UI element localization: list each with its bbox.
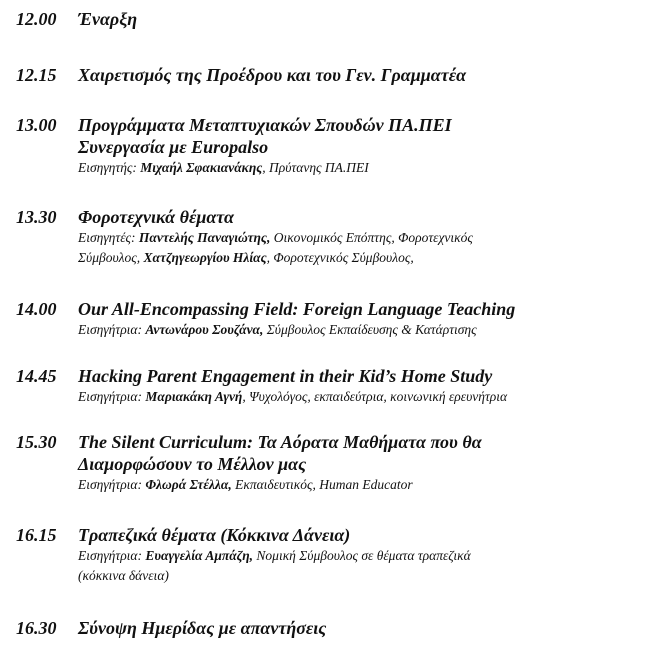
speaker-line	[78, 546, 667, 566]
speaker-line	[78, 387, 667, 407]
agenda-item	[16, 8, 667, 30]
speaker-label: Εισηγητές:	[78, 230, 139, 245]
agenda-item	[16, 298, 667, 340]
agenda-title-line: Φοροτεχνικά θέματα	[78, 207, 234, 227]
agenda-time: 12.15	[16, 65, 57, 85]
agenda-title-line: Έναρξη	[78, 9, 138, 29]
speaker-line	[78, 158, 667, 178]
agenda-item	[16, 365, 667, 407]
speaker-role: Σύμβουλος,	[78, 250, 144, 265]
speaker-name: Χατζηγεωργίου Ηλίας	[143, 250, 267, 265]
agenda-title-line: Διαμορφώσουν το Μέλλον μας	[78, 454, 307, 474]
speaker-name: Αντωνάρου Σουζάνα,	[145, 322, 264, 337]
agenda-title	[78, 431, 482, 475]
agenda-time: 15.30	[16, 432, 57, 452]
agenda-time: 16.15	[16, 525, 57, 545]
speaker-name: Μαριακάκη Αγνή	[145, 389, 243, 404]
agenda-title	[78, 8, 137, 30]
agenda-item	[16, 431, 667, 495]
speaker-line	[78, 228, 667, 248]
agenda-title	[78, 298, 515, 320]
speaker-role: , Φοροτεχνικός Σύμβουλος,	[266, 250, 414, 265]
agenda-title	[78, 524, 350, 546]
agenda-item	[16, 114, 667, 178]
agenda-title	[78, 365, 492, 387]
speaker-role: , Πρύτανης ΠΑ.ΠΕΙ	[262, 160, 369, 175]
agenda-time: 13.30	[16, 207, 57, 227]
agenda-title	[78, 114, 452, 158]
speaker-role: (κόκκινα δάνεια)	[78, 568, 169, 583]
agenda-title-line: Our All-Encompassing Field: Foreign Language Teaching	[78, 299, 516, 319]
speaker-label: Εισηγήτρια:	[78, 322, 146, 337]
agenda-title-line: Προγράμματα Μεταπτυχιακών Σπουδών ΠΑ.ΠΕΙ	[78, 115, 452, 135]
agenda-time: 14.45	[16, 366, 57, 386]
agenda-title-line: Χαιρετισμός της Προέδρου και του Γεν. Γραμματέα	[78, 65, 467, 85]
agenda-item	[16, 524, 667, 586]
agenda-title-line: Σύνοψη Ημερίδας με απαντήσεις	[78, 618, 327, 638]
agenda-title	[78, 64, 466, 86]
speaker-role: , Ψυχολόγος, εκπαιδεύτρια, κοινωνική ερευνήτρια	[242, 389, 508, 404]
speaker-name: Φλωρά Στέλλα,	[145, 477, 232, 492]
agenda-title-line: The Silent Curriculum: Τα Αόρατα Μαθήματα που θα	[78, 432, 482, 452]
agenda-title-line: Τραπεζικά θέματα (Κόκκινα Δάνεια)	[78, 525, 351, 545]
speaker-role: Νομική Σύμβουλος σε θέματα τραπεζικά	[253, 548, 471, 563]
agenda-item	[16, 617, 667, 639]
speaker-line	[78, 566, 667, 586]
agenda-title-line: Hacking Parent Engagement in their Kid’s Home Study	[78, 366, 493, 386]
agenda-time: 14.00	[16, 299, 57, 319]
speaker-name: Μιχαήλ Σφακιανάκης	[140, 160, 263, 175]
agenda-item	[16, 206, 667, 268]
speaker-line	[78, 475, 667, 495]
speaker-role: Εκπαιδευτικός, Human Educator	[231, 477, 413, 492]
agenda-time: 16.30	[16, 618, 57, 638]
agenda-time: 13.00	[16, 115, 57, 135]
speaker-role: Σύμβουλος Εκπαίδευσης & Κατάρτισης	[263, 322, 477, 337]
speaker-name: Παντελής Παναγιώτης,	[138, 230, 271, 245]
speaker-name: Ευαγγελία Αμπάζη,	[145, 548, 254, 563]
agenda-title	[78, 617, 326, 639]
speaker-label: Εισηγήτρια:	[78, 477, 146, 492]
agenda-time: 12.00	[16, 9, 57, 29]
speaker-label: Εισηγητής:	[78, 160, 141, 175]
agenda-title	[78, 206, 234, 228]
speaker-label: Εισηγήτρια:	[78, 548, 146, 563]
agenda-title-line: Συνεργασία με Europalso	[78, 137, 269, 157]
speaker-label: Εισηγήτρια:	[78, 389, 146, 404]
speaker-role: Οικονομικός Επόπτης, Φοροτεχνικός	[270, 230, 473, 245]
agenda-item	[16, 64, 667, 86]
speaker-line	[78, 320, 667, 340]
speaker-line	[78, 248, 667, 268]
